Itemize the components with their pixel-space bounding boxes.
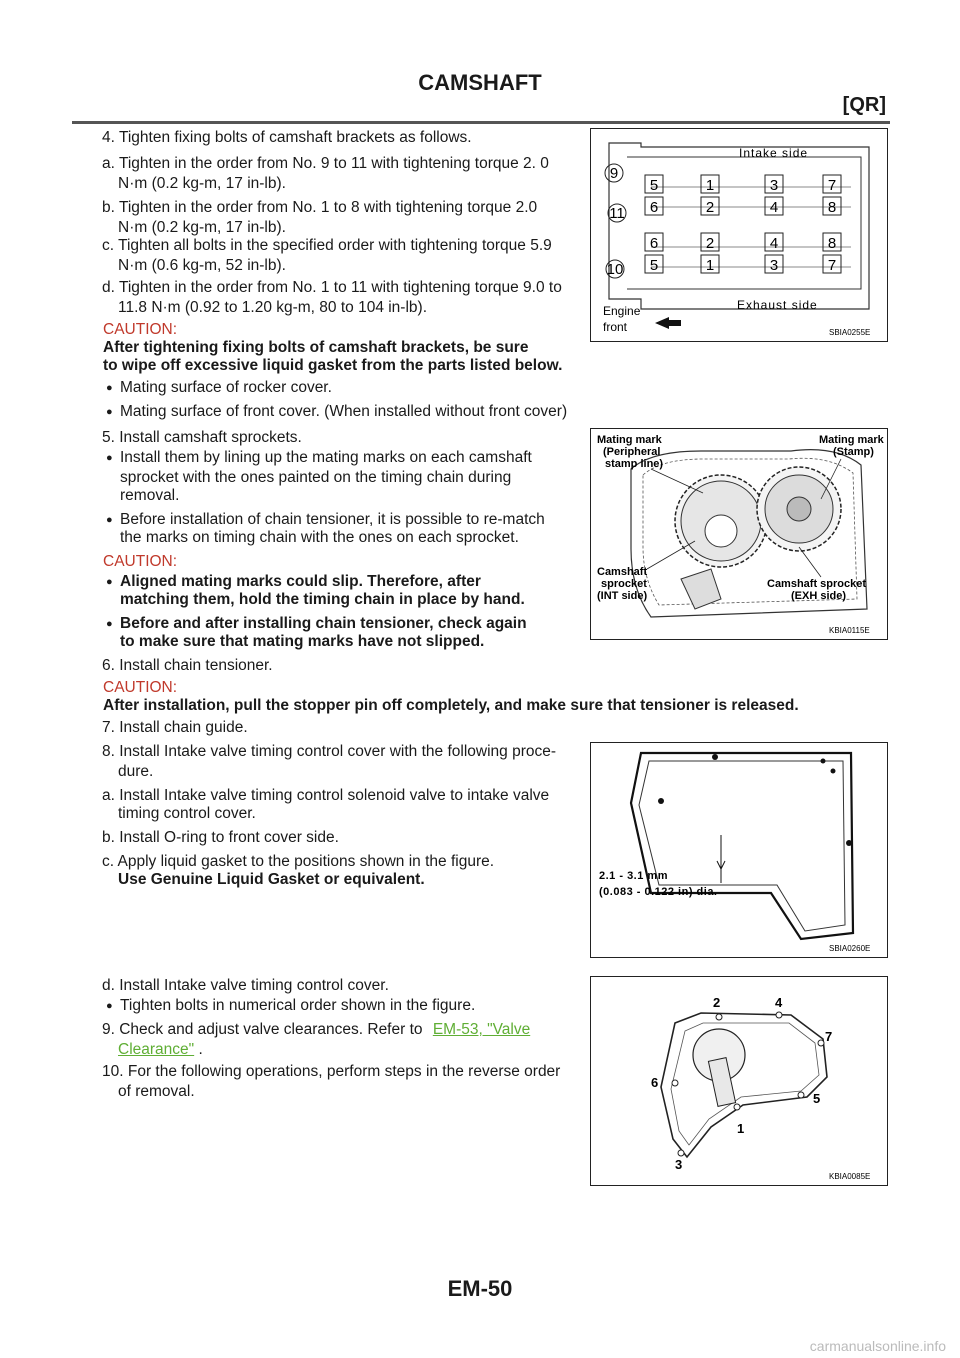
caution-2-bullet2-line1: ● Before and after installing chain tensioner, check again <box>120 614 527 634</box>
bullet-5a-line1: ● Install them by lining up the mating marks on each camshaft <box>120 448 532 468</box>
caution-label: CAUTION: <box>103 321 178 338</box>
bolt-number: 6 <box>649 199 659 216</box>
bolt-number: 4 <box>769 199 779 216</box>
step-8a-line1: a. Install Intake valve timing control solenoid valve to intake valve <box>102 787 550 804</box>
arrow-left-icon <box>655 317 681 329</box>
engine-front-label-2: front <box>603 320 628 334</box>
caution-label: CAUTION: <box>103 553 178 570</box>
caution-2-bullet1-line1: ● Aligned mating marks could slip. Therefore, after <box>120 572 481 592</box>
caution-2-bullet1-line2: matching them, hold the timing chain in place by hand. <box>120 591 525 608</box>
step-9-end: . <box>194 1041 203 1058</box>
step-9-line1 <box>102 1020 530 1040</box>
bolt-number: 7 <box>827 177 837 194</box>
step-8-line2: dure. <box>118 763 154 780</box>
caution-1-line1: After tightening fixing bolts of camshaft brackets, be sure <box>103 339 529 356</box>
step-6: 6. Install chain tensioner. <box>102 657 273 674</box>
bolt-number: 1 <box>705 177 715 194</box>
valve-clearance-link[interactable]: EM-53, "Valve <box>432 1021 531 1038</box>
bolt-number: 7 <box>827 257 837 274</box>
bolt-number: 6 <box>649 235 659 252</box>
step-4: 4. Tighten fixing bolts of camshaft brackets as follows. <box>102 129 472 146</box>
mating-mark-label: stamp line) <box>605 458 664 470</box>
caution-2-bullet2-line2: to make sure that mating marks have not slipped. <box>120 633 485 650</box>
step-4a-line2: N·m (0.2 kg-m, 17 in-lb). <box>118 175 286 192</box>
step-5: 5. Install camshaft sprockets. <box>102 429 302 446</box>
step-8c-line1: c. Apply liquid gasket to the positions shown in the figure. <box>102 853 495 870</box>
gasket-dimension: 2.1 - 3.1 mm <box>599 870 668 882</box>
bolt-number: 1 <box>705 257 715 274</box>
bolt-number: 4 <box>775 995 783 1010</box>
bolt-number: 9 <box>609 165 619 182</box>
bullet-front-cover: ● Mating surface of front cover. (When installed without front cover) <box>120 402 567 422</box>
caution-label: CAUTION: <box>103 679 178 696</box>
bolt-number: 8 <box>827 199 837 216</box>
figure-code: KBIA0115E <box>829 626 870 635</box>
sprocket-int-label: sprocket <box>601 578 647 590</box>
step-4b-line2: N·m (0.2 kg-m, 17 in-lb). <box>118 219 286 236</box>
caution-1-line2: to wipe off excessive liquid gasket from the parts listed below. <box>103 357 563 374</box>
intake-side-label: Intake side <box>739 146 809 160</box>
bullet-5a-line3: removal. <box>120 487 180 504</box>
header-rule <box>72 121 890 124</box>
step-4d-line2: 11.8 N·m (0.92 to 1.20 kg-m, 80 to 104 in-lb). <box>118 299 428 316</box>
sprocket-diagram <box>591 429 887 639</box>
gasket-diagram <box>591 743 887 957</box>
bolt-number: 2 <box>713 995 721 1010</box>
step-8-line1: 8. Install Intake valve timing control cover with the following proce- <box>102 743 557 760</box>
step-4a-line1: a. Tighten in the order from No. 9 to 11 with tightening torque 2. 0 <box>102 155 549 172</box>
step-9-text: 9. Check and adjust valve clearances. Refer to <box>102 1021 423 1038</box>
cover-diagram <box>591 977 887 1185</box>
bracket-diagram <box>591 129 887 341</box>
figure-cover-bolt-order <box>590 976 888 1186</box>
exhaust-side-label: Exhaust side <box>737 298 818 312</box>
step-8a-line2: timing control cover. <box>118 805 256 822</box>
bolt-number: 8 <box>827 235 837 252</box>
sprocket-int-label: Camshaft <box>597 566 648 578</box>
bolt-number: 3 <box>675 1157 683 1172</box>
step-8b: b. Install O-ring to front cover side. <box>102 829 339 846</box>
bolt-number: 5 <box>649 257 659 274</box>
sprocket-exh-label: Camshaft sprocket <box>767 578 867 590</box>
bolt-number: 5 <box>813 1091 821 1106</box>
step-8d: d. Install Intake valve timing control cover. <box>102 977 389 994</box>
figure-code: KBIA0085E <box>829 1172 871 1181</box>
figure-code: SBIA0255E <box>829 328 871 337</box>
sprocket-exh-label: (EXH side) <box>791 590 847 602</box>
bolt-number: 1 <box>737 1121 745 1136</box>
step-4c-line2: N·m (0.6 kg-m, 52 in-lb). <box>118 257 286 274</box>
page-title: CAMSHAFT <box>418 70 542 95</box>
step-8c-line2: Use Genuine Liquid Gasket or equivalent. <box>118 871 425 888</box>
step-7: 7. Install chain guide. <box>102 719 248 736</box>
bolt-number: 2 <box>705 199 715 216</box>
section-code: [QR] <box>842 94 886 116</box>
bolt-number: 3 <box>769 177 779 194</box>
step-9-line2 <box>118 1040 203 1060</box>
bolt-number: 11 <box>609 205 625 222</box>
caution-3-line1: After installation, pull the stopper pin off completely, and make sure that tensioner is released. <box>103 697 799 714</box>
mating-mark-label: (Peripheral <box>603 446 661 458</box>
mating-mark-label: (Stamp) <box>833 446 874 458</box>
bullet-5b-line1: ● Before installation of chain tensioner, it is possible to re-match <box>120 510 545 530</box>
figure-liquid-gasket <box>590 742 888 958</box>
figure-code: SBIA0260E <box>829 944 871 953</box>
page-number: EM-50 <box>447 1276 513 1301</box>
mating-mark-label: Mating mark <box>597 434 662 446</box>
bolt-number: 6 <box>651 1075 659 1090</box>
bullet-tighten-order: ● Tighten bolts in numerical order shown in the figure. <box>120 996 475 1016</box>
bolt-number: 7 <box>825 1029 833 1044</box>
engine-front-label: Engine <box>603 304 641 318</box>
bullet-5b-line2: the marks on timing chain with the ones on each sprocket. <box>120 529 519 546</box>
step-10-line1: 10. For the following operations, perform steps in the reverse order <box>102 1063 561 1080</box>
bolt-number: 5 <box>649 177 659 194</box>
bolt-number: 10 <box>606 261 624 278</box>
step-4b-line1: b. Tighten in the order from No. 1 to 8 with tightening torque 2.0 <box>102 199 538 216</box>
bolt-number: 4 <box>769 235 779 252</box>
step-10-line2: of removal. <box>118 1083 195 1100</box>
sprocket-int-label: (INT side) <box>597 590 648 602</box>
step-4d-line1: d. Tighten in the order from No. 1 to 11 with tightening torque 9.0 to <box>102 279 562 296</box>
valve-clearance-link-cont[interactable]: Clearance" <box>118 1041 195 1058</box>
figure-sprocket-mating-marks <box>590 428 888 640</box>
watermark: carmanualsonline.info <box>809 1338 946 1354</box>
figure-bracket-bolt-order <box>590 128 888 342</box>
bolt-number: 3 <box>769 257 779 274</box>
gasket-dimension: (0.083 - 0.122 in) dia. <box>599 886 718 898</box>
bolt-number: 2 <box>705 235 715 252</box>
step-4c-line1: c. Tighten all bolts in the specified order with tightening torque 5.9 <box>102 237 552 254</box>
mating-mark-label: Mating mark <box>819 434 884 446</box>
bullet-rocker-cover: ● Mating surface of rocker cover. <box>120 378 332 398</box>
bullet-5a-line2: sprocket with the ones painted on the timing chain during <box>120 469 512 486</box>
